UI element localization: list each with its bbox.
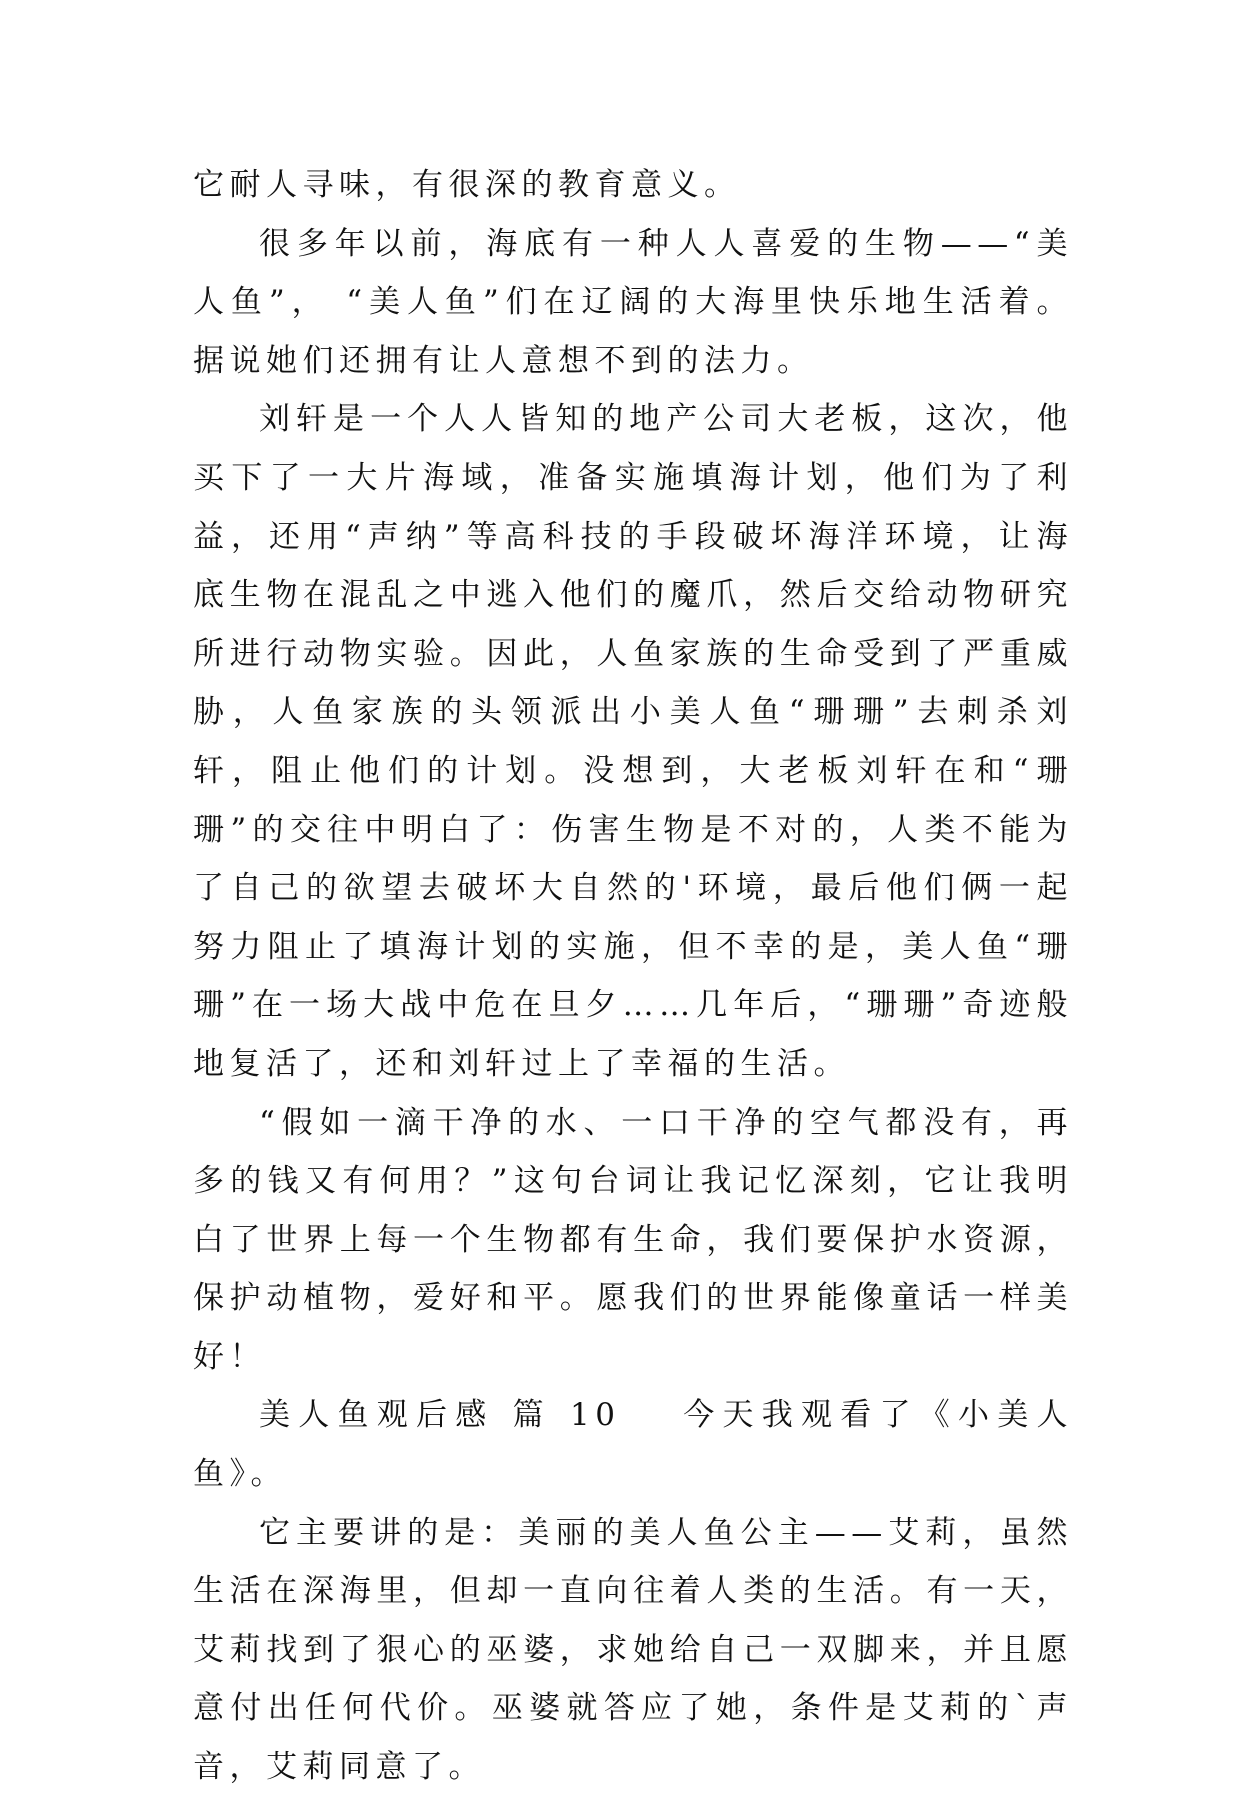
- section-heading-line: [193, 1386, 1073, 1503]
- section-title: 美人鱼观后感: [259, 1397, 495, 1434]
- section-number: 篇 10: [512, 1397, 621, 1434]
- paragraph-3: 刘轩是一个人人皆知的地产公司大老板，这次，他买下了一大片海域，准备实施填海计划，他们为了利益，还用“声纳”等高科技的手段破坏海洋环境，让海底生物在混乱之中逃入他们的魔爪，然后交给动物研究所进行动物实验。因此，人鱼家族的生命受到了严重威胁，人鱼家族的头领派出小美人鱼“珊珊”去刺杀刘轩，阻止他们的计划。没想到，大老板刘轩在和“珊珊”的交往中明白了：伤害生物是不对的，人类不能为了自己的欲望去破坏大自然的'环境，最后他们俩一起努力阻止了填海计划的实施，但不幸的是，美人鱼“珊珊”在一场大战中危在旦夕……几年后，“珊珊”奇迹般地复活了，还和刘轩过上了幸福的生活。: [193, 401, 1073, 1082]
- paragraph-1: 它耐人寻味，有很深的教育意义。: [193, 167, 741, 203]
- paragraph-5: 它主要讲的是：美丽的美人鱼公主——艾莉，虽然生活在深海里，但却一直向往着人类的生活。有一天，艾莉找到了狠心的巫婆，求她给自己一双脚来，并且愿意付出任何代价。巫婆就答应了她，条件是艾莉的`声音，艾莉同意了。: [193, 1514, 1073, 1786]
- paragraph-2: 很多年以前，海底有一种人人喜爱的生物——“美人鱼”， “美人鱼”们在辽阔的大海里快乐地生活着。据说她们还拥有让人意想不到的法力。: [193, 225, 1073, 379]
- document-page: [193, 156, 1073, 1797]
- section-first-sentence: 今天我观看了《小美人鱼》。: [193, 1397, 1073, 1493]
- paragraph-4: “假如一滴干净的水、一口干净的空气都没有，再多的钱又有何用？”这句台词让我记忆深刻，它让我明白了世界上每一个生物都有生命，我们要保护水资源，保护动植物，爱好和平。愿我们的世界能像童话一样美好！: [193, 1104, 1073, 1375]
